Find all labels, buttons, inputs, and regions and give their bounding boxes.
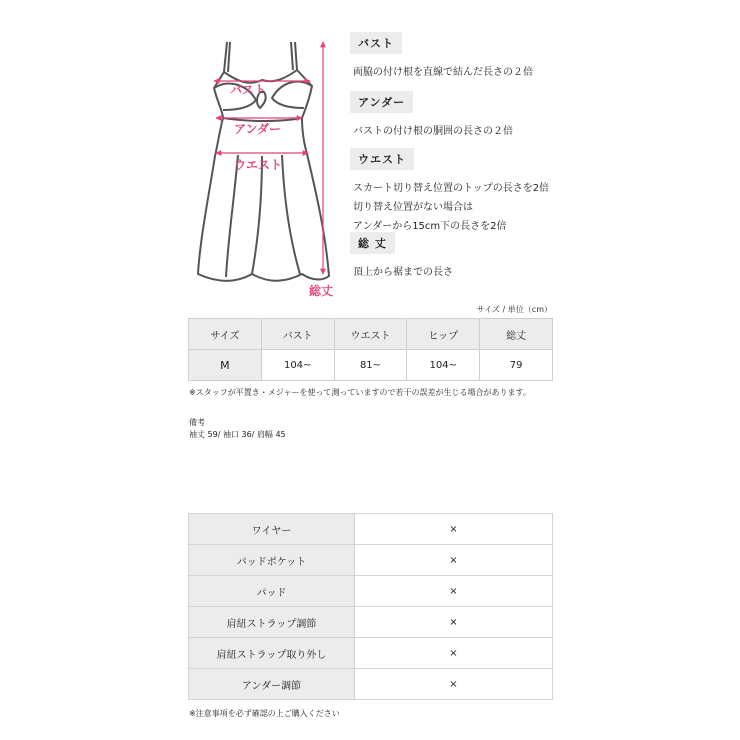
measure-note: ※スタッフが平置き・メジャーを使って測っていますので若干の誤差が生じる場合があります。 bbox=[189, 388, 531, 397]
header-cell: ウエスト bbox=[334, 319, 407, 350]
feature-value: × bbox=[355, 607, 553, 638]
measure-desc: スカート切り替え位置のトップの長さを2倍 切り替え位置がない場合は アンダーから15cm下の長さを2倍 bbox=[353, 183, 550, 232]
feature-value: × bbox=[355, 514, 553, 545]
header-cell: ヒップ bbox=[407, 319, 480, 350]
feature-label: パッドポケット bbox=[189, 545, 355, 576]
value-cell: 79 bbox=[480, 350, 553, 381]
header-cell: 総丈 bbox=[480, 319, 553, 350]
feature-label: 肩紐ストラップ取り外し bbox=[189, 638, 355, 669]
header-cell: バスト bbox=[261, 319, 334, 350]
table-row bbox=[189, 669, 553, 700]
measure-def-waist bbox=[350, 148, 710, 236]
feature-value: × bbox=[355, 545, 553, 576]
bust-label: バスト bbox=[230, 83, 267, 97]
measure-def-length bbox=[350, 232, 710, 282]
bottom-note: ※注意事項を必ず確認の上ご購入ください bbox=[189, 709, 340, 718]
measure-desc: 両脇の付け根を直線で結んだ長さの２倍 bbox=[353, 67, 533, 78]
remarks-text: 袖丈 59/ 袖口 36/ 肩幅 45 bbox=[189, 430, 286, 439]
table-row bbox=[189, 576, 553, 607]
value-cell: 104~ bbox=[407, 350, 480, 381]
size-cell: M bbox=[189, 350, 262, 381]
value-cell: 104~ bbox=[261, 350, 334, 381]
size-unit: サイズ / 単位（cm） bbox=[476, 305, 552, 314]
table-row bbox=[189, 545, 553, 576]
measure-tag: ウエスト bbox=[350, 148, 414, 170]
feature-label: 肩紐ストラップ調節 bbox=[189, 607, 355, 638]
measure-def-bust bbox=[350, 32, 710, 82]
under-label: アンダー bbox=[234, 122, 282, 136]
feature-value: × bbox=[355, 669, 553, 700]
header-cell: サイズ bbox=[189, 319, 262, 350]
measure-desc: 頂上から裾までの長さ bbox=[353, 267, 453, 278]
measure-desc: バストの付け根の胴囲の長さの２倍 bbox=[353, 126, 513, 137]
feature-label: アンダー調節 bbox=[189, 669, 355, 700]
feature-table bbox=[188, 513, 553, 700]
measure-def-under bbox=[350, 91, 710, 141]
measure-tag: アンダー bbox=[350, 91, 413, 113]
remarks-title: 備考 bbox=[189, 418, 205, 427]
length-label: 総丈 bbox=[309, 284, 334, 298]
feature-label: ワイヤー bbox=[189, 514, 355, 545]
value-cell: 81~ bbox=[334, 350, 407, 381]
feature-value: × bbox=[355, 576, 553, 607]
size-table-header bbox=[189, 319, 553, 350]
measure-tag: 総 丈 bbox=[350, 232, 395, 254]
table-row bbox=[189, 607, 553, 638]
measure-tag: バスト bbox=[350, 32, 402, 54]
waist-label: ウエスト bbox=[234, 158, 283, 172]
feature-value: × bbox=[355, 638, 553, 669]
table-row bbox=[189, 638, 553, 669]
table-row bbox=[189, 350, 553, 381]
table-row bbox=[189, 514, 553, 545]
size-table bbox=[188, 318, 553, 381]
dress-diagram bbox=[190, 30, 350, 305]
feature-label: パッド bbox=[189, 576, 355, 607]
